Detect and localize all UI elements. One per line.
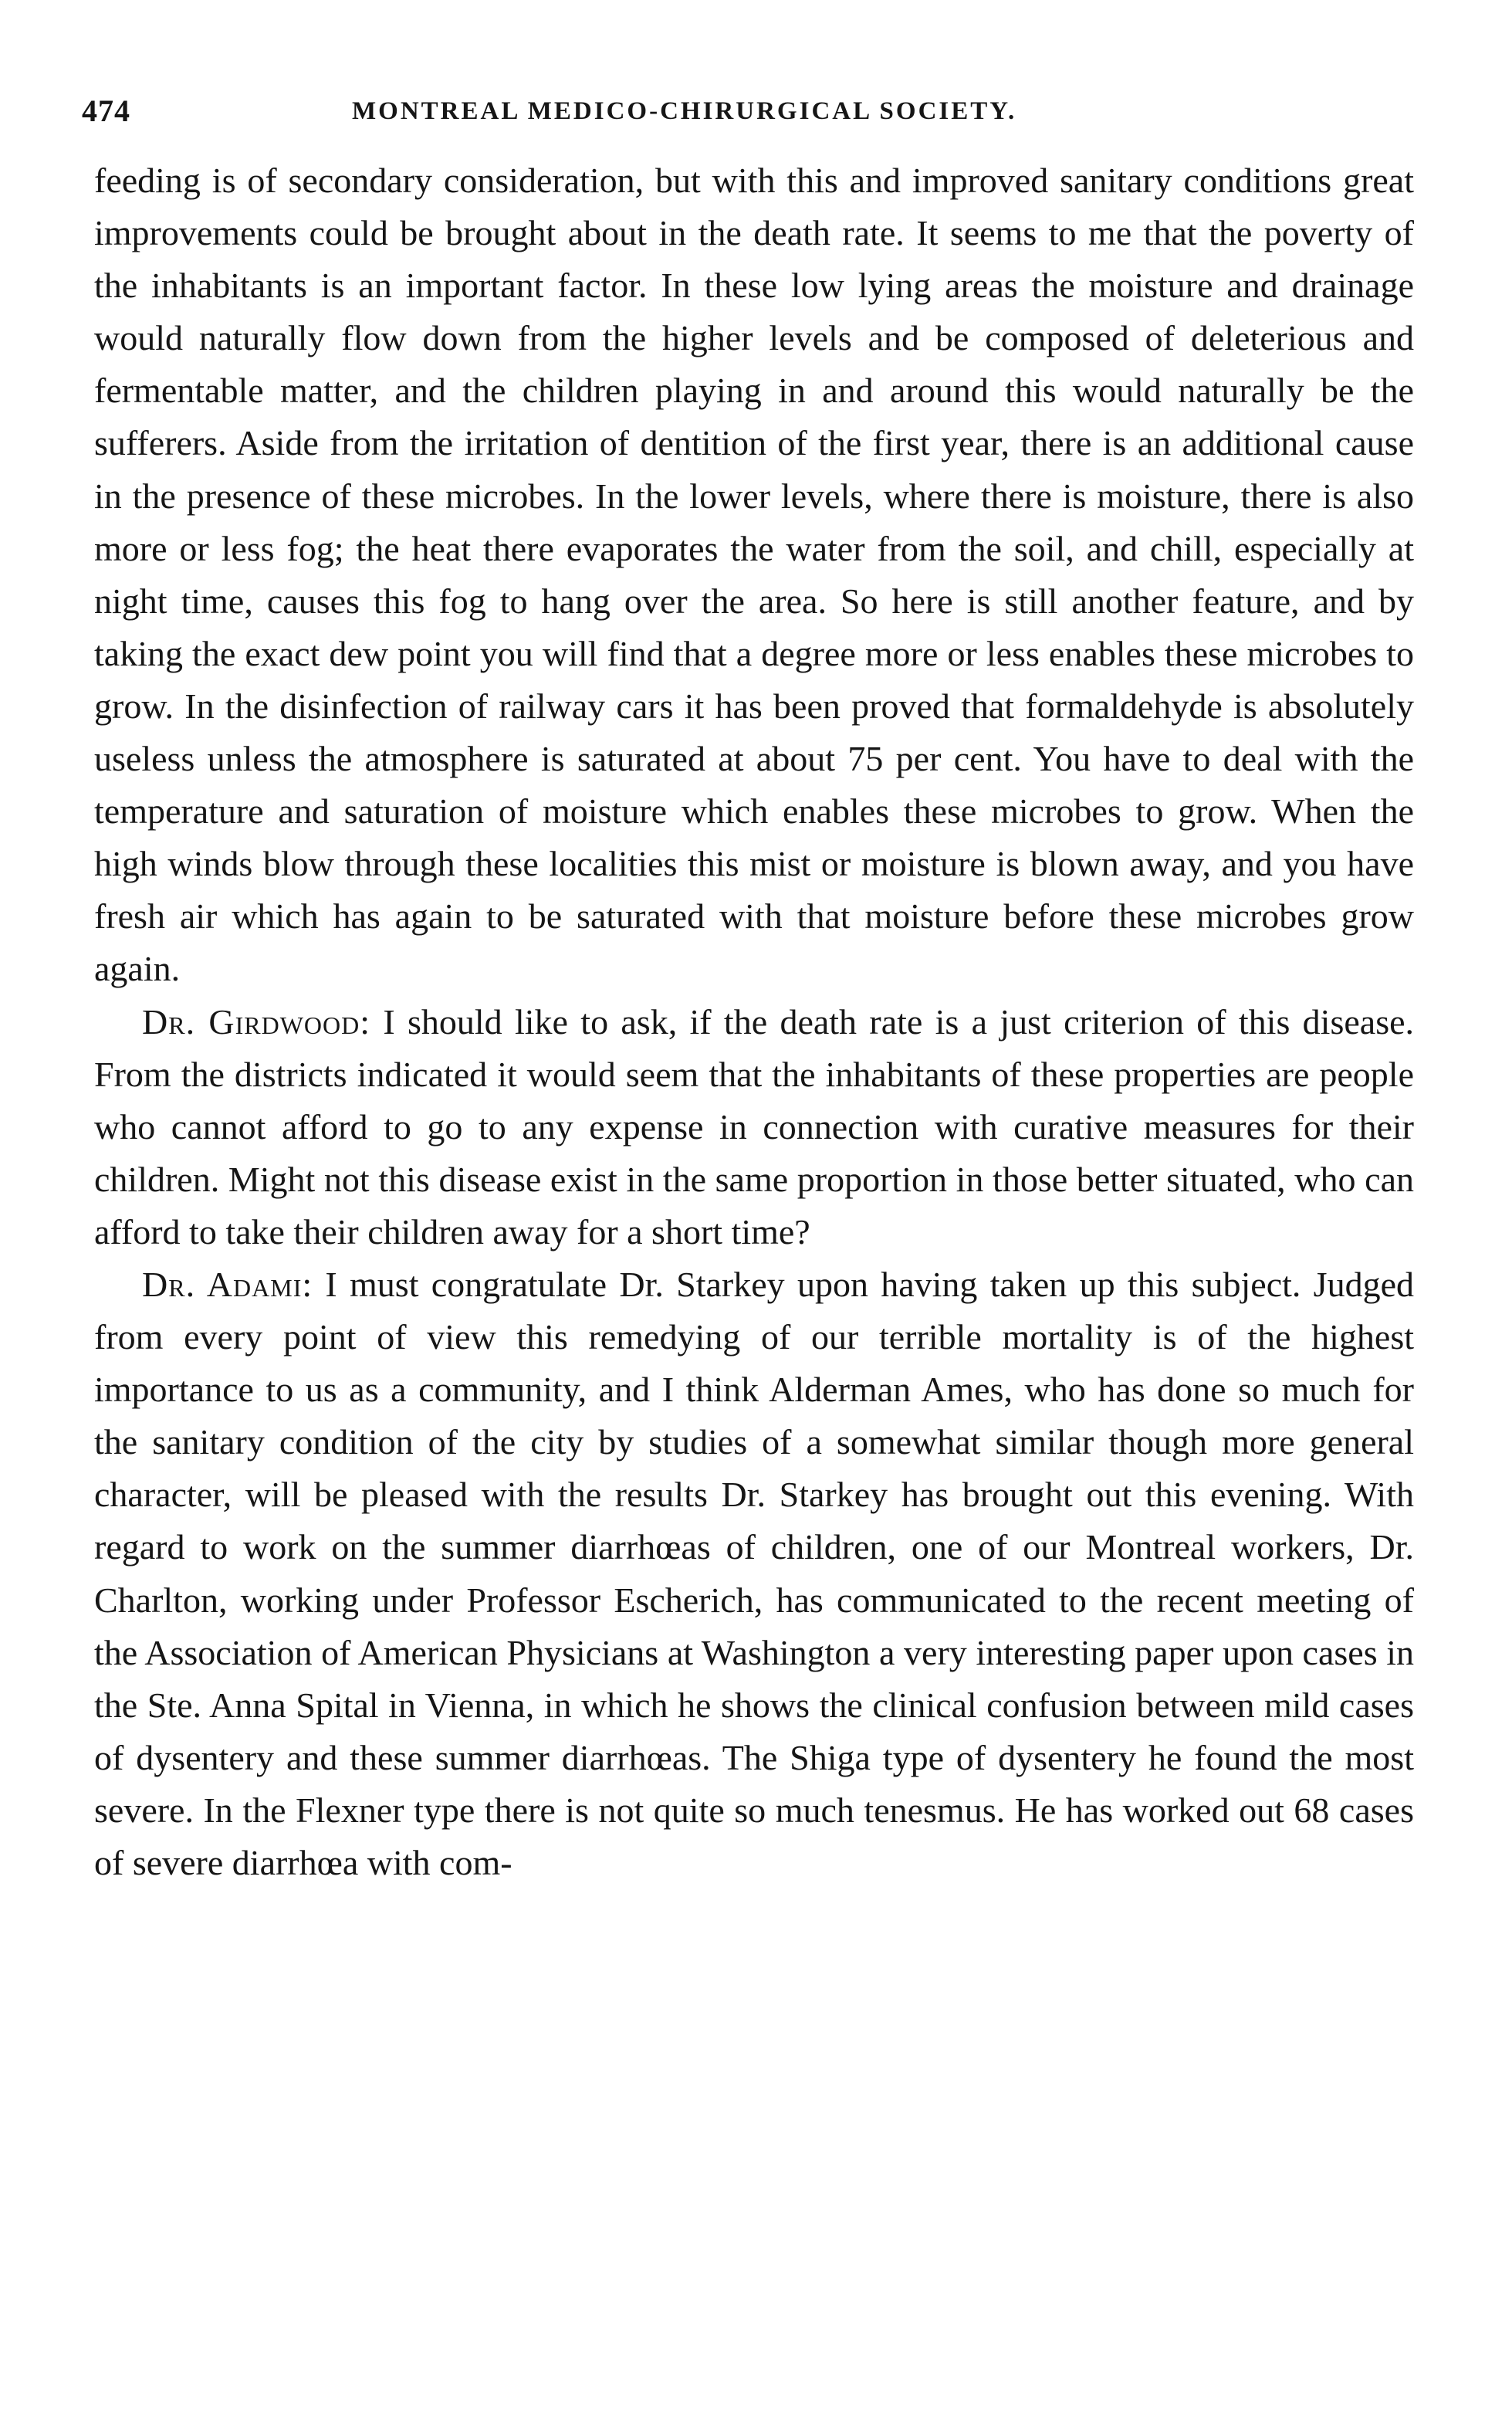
paragraph-girdwood: [94, 996, 1414, 1258]
speaker-name: Dr. Adami:: [142, 1264, 313, 1304]
page-number: 474: [82, 93, 130, 128]
paragraph-continuation: [94, 154, 1414, 996]
paragraph-adami: [94, 1258, 1414, 1889]
page-header: [82, 86, 1425, 136]
body-text: [94, 154, 1414, 1889]
running-head: MONTREAL MEDICO-CHIRURGICAL SOCIETY.: [352, 97, 1017, 125]
paragraph-text: feeding is of secondary consideration, but with this and improved sanitary conditions great improvements could be brought about in the death rate. It seems to me that the poverty of the inhabitants is an important factor. In these low lying areas the moisture and drainage would naturally flow down from the higher levels and be composed of deleterious and fermentable matter, and the children playing in and around this would naturally be the sufferers. Aside from the irritation of dentition of the first year, there is an additional cause in the presence of these microbes. In the lower levels, where there is moisture, there is also more or less fog; the heat there evaporates the water from the soil, and chill, especially at night time, causes this fog to hang over the area. So here is still another feature, and by taking the exact dew point you will find that a degree more or less enables these microbes to grow. In the disinfection of railway cars it has been proved that formaldehyde is absolutely useless unless the atmosphere is saturated at about 75 per cent. You have to deal with the temperature and saturation of moisture which enables these microbes to grow. When the high winds blow through these localities this mist or moisture is blown away, and you have fresh air which has again to be saturated with that moisture before these microbes grow again.: [94, 161, 1414, 989]
speaker-name: Dr. Girdwood:: [142, 1001, 371, 1042]
paragraph-text: I should like to ask, if the death rate is a just criterion of this disease. From the districts indicated it would seem that the inhabitants of these properties are people who cannot afford to go to any expense in connection with curative measures for their children. Might not this disease exist in the same proportion in those better situated, who can afford to take their children away for a short time?: [94, 1001, 1415, 1252]
paragraph-text: I must congratulate Dr. Starkey upon having taken up this subject. Judged from every point of view this remedying of our terrible mortality is of the highest importance to us as a community, and I think Alderman Ames, who has done so much for the sanitary condition of the city by studies of a somewhat similar though more general character, will be pleased with the results Dr. Starkey has brought out this evening. With regard to work on the summer diarrhœas of children, one of our Montreal workers, Dr. Charlton, working under Professor Escherich, has communicated to the recent meeting of the Association of American Physicians at Washington a very interesting paper upon cases in the Ste. Anna Spital in Vienna, in which he shows the clinical confusion between mild cases of dysentery and these summer diarrhœas. The Shiga type of dysentery he found the most severe. In the Flexner type there is not quite so much tenesmus. He has worked out 68 cases of severe diarrhœa with com-: [94, 1264, 1414, 1882]
